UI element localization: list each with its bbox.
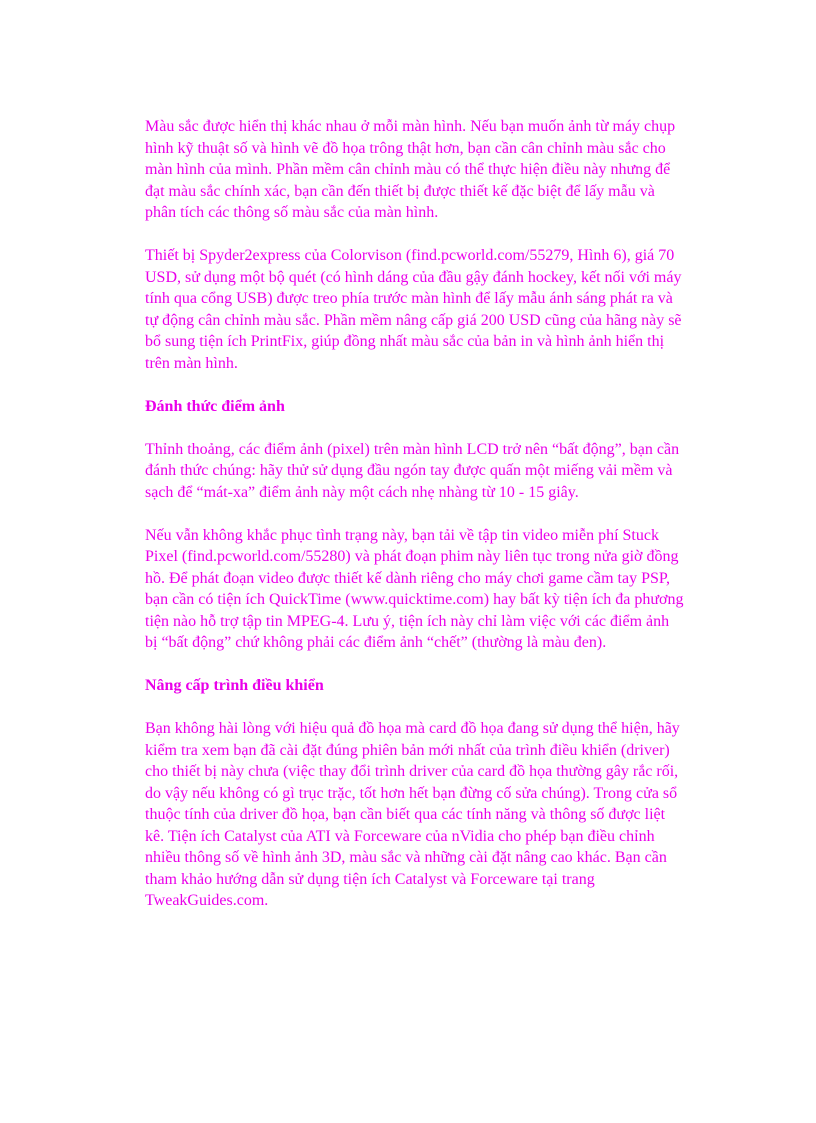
paragraph-massage-pixels: Thỉnh thoảng, các điểm ảnh (pixel) trên màn hình LCD trở nên “bất động”, bạn cần đánh thức chúng: hãy thử sử dụng đầu ngón tay được quấn một miếng vải mềm và sạch để “mát-xa” điểm ảnh này một cách nhẹ nhàng từ 10 - 15 giây. [145, 440, 680, 501]
paragraph-color-calibration: Màu sắc được hiển thị khác nhau ở mỗi màn hình. Nếu bạn muốn ảnh từ máy chụp hình kỹ thuật số và hình vẽ đồ họa trông thật hơn, bạn cần cân chỉnh màu sắc cho màn hình của mình. Phần mềm cân chỉnh màu có thể thực hiện điều này nhưng để đạt màu sắc chính xác, bạn cần đến thiết bị được thiết kế đặc biệt để lấy mẫu và phân tích các thông số màu sắc của màn hình. [145, 118, 676, 221]
document-page [145, 116, 685, 933]
section-heading-upgrade-driver: Nâng cấp trình điều khiển [145, 677, 324, 694]
paragraph-driver-upgrade: Bạn không hài lòng với hiệu quả đồ họa mà card đồ họa đang sử dụng thể hiện, hãy kiểm tra xem bạn đã cài đặt đúng phiên bản mới nhất của trình điều khiển (driver) cho thiết bị này chưa (việc thay đổi trình driver của card đồ họa thường gây rắc rối, do vậy nếu không có gì trục trặc, tốt hơn hết bạn đừng cố sửa chúng). Trong cửa sổ thuộc tính của driver đồ họa, bạn cần biết qua các tính năng và thông số được liệt kê. Tiện ích Catalyst của ATI và Forceware của nVidia cho phép bạn điều chỉnh nhiều thông số về hình ảnh 3D, màu sắc và những cài đặt nâng cao khác. Bạn cần tham khảo hướng dẫn sử dụng tiện ích Catalyst và Forceware tại trang TweakGuides.com. [145, 720, 680, 909]
paragraph-spyder2express: Thiết bị Spyder2express của Colorvison (find.pcworld.com/55279, Hình 6), giá 70 USD, sử dụng một bộ quét (có hình dáng của đầu gậy đánh hockey, kết nối với máy tính qua cổng USB) được treo phía trước màn hình để lấy mẫu ánh sáng phát ra và tự động cân chỉnh màu sắc. Phần mềm nâng cấp giá 200 USD cũng của hãng này sẽ bổ sung tiện ích PrintFix, giúp đồng nhất màu sắc của bản in và hình ảnh hiển thị trên màn hình. [145, 247, 682, 372]
section-heading-wake-pixels: Đánh thức điểm ảnh [145, 397, 285, 415]
paragraph-stuck-pixel-video: Nếu vẫn không khắc phục tình trạng này, bạn tải về tập tin video miễn phí Stuck Pixel (find.pcworld.com/55280) và phát đoạn phim này liên tục trong nửa giờ đồng hồ. Để phát đoạn video được thiết kế dành riêng cho máy chơi game cầm tay PSP, bạn cần có tiện ích QuickTime (www.quicktime.com) hay bất kỳ tiện ích đa phương tiện nào hỗ trợ tập tin MPEG-4. Lưu ý, tiện ích này chỉ làm việc với các điểm ảnh bị “bất động” chứ không phải các điểm ảnh “chết” (thường là màu đen). [145, 526, 684, 651]
